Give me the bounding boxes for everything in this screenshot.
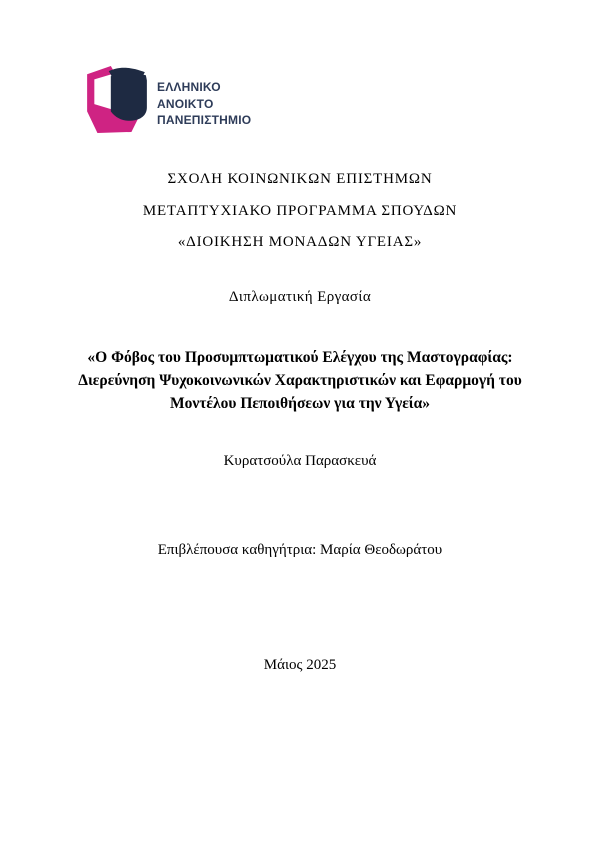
author-name: Κυρατσούλα Παρασκευά bbox=[223, 453, 377, 469]
logo-text-line3: ΠΑΝΕΠΙΣΤΗΜΙΟ bbox=[157, 113, 252, 127]
date-line: Μάιος 2025 bbox=[263, 657, 337, 673]
thesis-title bbox=[0, 346, 600, 415]
thesis-title-line1: «Ο Φόβος του Προσυμπτωματικού Ελέγχου της Μαστογραφίας: bbox=[87, 349, 513, 366]
school-name: ΣΧΟΛΗ ΚΟΙΝΩΝΙΚΩΝ ΕΠΙΣΤΗΜΩΝ bbox=[167, 171, 433, 187]
supervisor-line: Επιβλέπουσα καθηγήτρια: Μαρία Θεοδωράτου bbox=[157, 542, 443, 558]
thesis-title-line3: Μοντέλου Πεποιθήσεων για την Υγεία» bbox=[169, 395, 431, 412]
logo-page-body-shape bbox=[111, 73, 147, 120]
university-logo-icon bbox=[87, 66, 147, 134]
university-logo-text bbox=[157, 79, 251, 129]
program-name: ΜΕΤΑΠΤΥΧΙΑΚΟ ΠΡΟΓΡΑΜΜΑ ΣΠΟΥΔΩΝ bbox=[142, 203, 458, 219]
logo-text-line2: ΑΝΟΙΚΤΟ bbox=[157, 96, 214, 111]
university-logo bbox=[87, 66, 251, 134]
thesis-type-label: Διπλωματική Εργασία bbox=[228, 289, 372, 305]
thesis-title-line2: Διερεύνηση Ψυχοκοινωνικών Χαρακτηριστικών και Εφαρμογή του bbox=[78, 372, 522, 389]
logo-text-line1: ΕΛΛΗΝΙΚΟ bbox=[157, 80, 221, 94]
program-title: «ΔΙΟΙΚΗΣΗ ΜΟΝΑΔΩΝ ΥΓΕΙΑΣ» bbox=[177, 234, 423, 250]
